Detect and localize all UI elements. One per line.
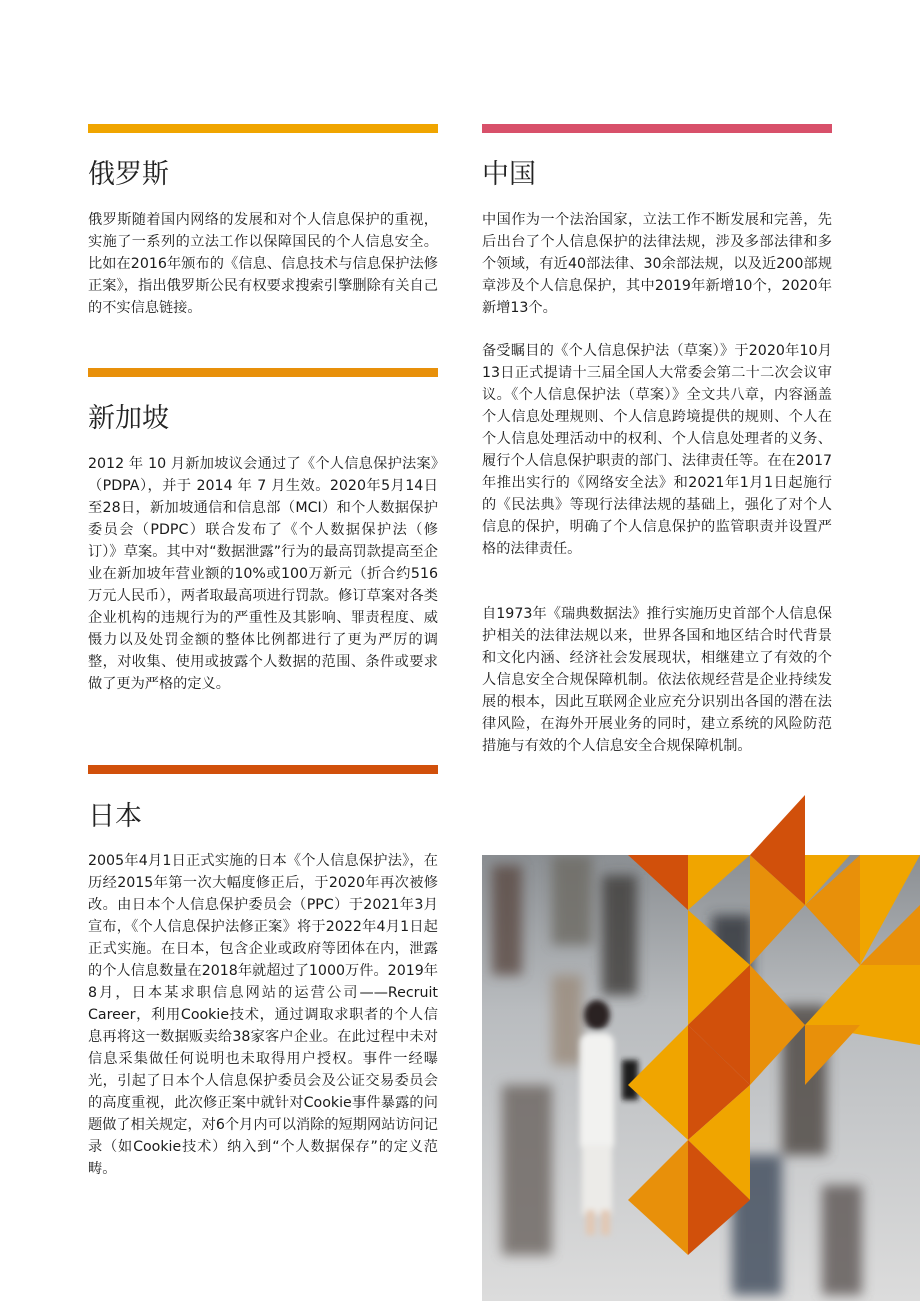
singapore-body: 2012 年 10 月新加坡议会通过了《个人信息保护法案》（PDPA），并于 2014 年 7 月生效。2020年5月14日至28日，新加坡通信和信息部（MCI）和个人数据保护委员会（PDPC）联合发布了《个人数据保护法（修订）》草案。其中对“数据泄露”行为的最高罚款提高至企业在新加坡年营业额的10%或100万新元（折合约516万元人民币），两者取最高项进行罚款。修订草案对各类企业机构的违规行为的严重性及其影响、罪责程度、威慑力以及处罚金额的整体比例都进行了更为严厉的调整，对收集、使用或披露个人数据的范围、条件或要求做了更为严格的定义。 (88, 456, 438, 692)
japan-body: 2005年4月1日正式实施的日本《个人信息保护法》，在历经2015年第一次大幅度修正后，于2020年再次被修改。由日本个人信息保护委员会（PPC）于2021年3月宣布，《个人信息保护法修正案》将于2022年4月1日起正式实施。在日本，包含企业或政府等团体在内，泄露的个人信息数量在2018年就超过了1000万件。2019年8月，日本某求职信息网站的运营公司——Recruit Career，利用Cookie技术，通过调取求职者的个人信息再将这一数据贩卖给38家客户企业。在此过程中未对信息采集做任何说明也未取得用户授权。事件一经曝光，引起了日本个人信息保护委员会及公证交易委员会的高度重视，此次修正案中就针对Cookie事件暴露的问题做了相关规定，对6个月内可以消除的短期网站访问记录（如Cookie技术）纳入到“个人数据保存”的定义范畴。 (88, 853, 438, 1177)
russia-heading: 俄罗斯 (88, 159, 169, 190)
japan-accent-bar (88, 765, 438, 774)
china-heading: 中国 (482, 159, 536, 190)
russia-accent-bar (88, 124, 438, 133)
triangle-decoration (600, 795, 920, 1255)
china-paragraph-3: 自1973年《瑞典数据法》推行实施历史首部个人信息保护相关的法律法规以来，世界各国和地区结合时代背景和文化内涵、经济社会发展现状，相继建立了有效的个人信息安全合规保障机制。依法依规经营是企业持续发展的根本，因此互联网企业应充分识别出各国的潜在法律风险，在海外开展业务的同时，建立系统的风险防范措施与有效的个人信息安全合规保障机制。 (482, 606, 832, 754)
japan-heading: 日本 (88, 801, 142, 832)
china-paragraph-2: 备受瞩目的《个人信息保护法（草案）》于2020年10月13日正式提请十三届全国人大常委会第二十二次会议审议。《个人信息保护法（草案）》全文共八章，内容涵盖个人信息处理规则、个人信息跨境提供的规则、个人在个人信息处理活动中的权利、个人信息处理者的义务、履行个人信息保护职责的部门、法律责任等。在在2017年推出实行的《网络安全法》和2021年1月1日起施行的《民法典》等现行法律法规的基础上，强化了对个人信息的保护，明确了个人信息保护的监管职责并设置严格的法律责任。 (482, 343, 832, 557)
china-accent-bar (482, 124, 832, 133)
china-paragraph-1: 中国作为一个法治国家，立法工作不断发展和完善，先后出台了个人信息保护的法律法规，涉及多部法律和多个领域，有近40部法律、30余部法规，以及近200部规章涉及个人信息保护，其中2019年新增10个，2020年新增13个。 (482, 212, 832, 316)
singapore-accent-bar (88, 368, 438, 377)
singapore-heading: 新加坡 (88, 403, 169, 434)
russia-body: 俄罗斯随着国内网络的发展和对个人信息保护的重视，实施了一系列的立法工作以保障国民的个人信息安全。比如在2016年颁布的《信息、信息技术与信息保护法修正案》，指出俄罗斯公民有权要求搜索引擎删除有关自己的不实信息链接。 (88, 212, 438, 316)
